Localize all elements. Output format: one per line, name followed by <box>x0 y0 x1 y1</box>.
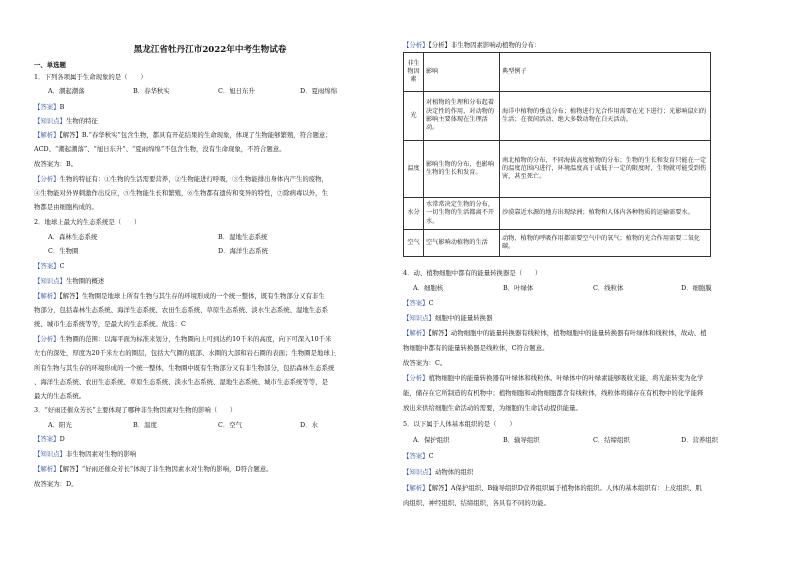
q2-analysis-1: 【解析】【解答】生物圈是地球上所有生物与其生存的环境形成的一个统一整体，既有生物部分又有非生 <box>34 292 325 300</box>
q3-option-d: D．水 <box>300 421 318 429</box>
q2-option-d: D．海洋生态系统 <box>218 247 268 255</box>
q1-analysis-1: 【解析】【解答】B.“春华秋实”包含生物，都具有开花结果的生命现象，体现了生物能够繁殖，符合题意； <box>34 131 332 139</box>
q2-knowledge: 【知识点】生物圈的概述 <box>34 277 105 285</box>
q1-fenxi-3: 物都是由细胞构成的。 <box>34 203 98 211</box>
q2-fenxi-1: 【分析】生物圈的范围：以海平面为标准来划分，生物圈向上可到达约10千米的高度，向下可深入10千米 <box>34 335 332 343</box>
q5-answer: 【答案】C <box>403 452 434 460</box>
q1-fenxi-1: 【分析】生物的特征有：①生物的生活需要营养，②生物能进行呼吸，③生物能排出身体内产生的废物， <box>34 175 328 183</box>
q1-answer-value: B <box>59 103 65 111</box>
q1-analysis-2: ACD、“潮起潮落”、“旭日东升”、“夏雨绵绵”不包含生物，没有生命现象，不符合题意。 <box>34 145 286 153</box>
q5-stem: 5．以下属于人体基本组织的是（ ） <box>403 420 516 428</box>
q3-analysis-1: 【解析】【解答】“好雨还催众芳长”体现了非生物因素水对生物的影响，D符合题意。 <box>34 465 273 473</box>
q4-fenxi-3: 放出来供给细胞生命活动的需要，为细胞的生命活动提供能量。 <box>403 404 582 412</box>
q5-option-a: A．保护组织 <box>413 436 450 444</box>
q2-fenxi-5: 最大的生态系统。 <box>34 392 86 400</box>
q2-stem: 2．地球上最大的生态系统是（ ） <box>34 218 141 226</box>
analysis-tag: 【解析】 <box>34 131 60 139</box>
q1-option-b: B．春华秋实 <box>133 87 170 95</box>
q5-analysis-2: 肉组织、神经组织、结缔组织，各具有不同的功能。 <box>403 499 550 507</box>
q1-analysis-3: 故答案为：B。 <box>34 160 78 168</box>
page-title: 黑龙江省牡丹江市2022年中考生物试卷 <box>133 45 287 55</box>
header-example: 典型例子 <box>500 53 711 92</box>
q5-option-c: C．结缔组织 <box>593 436 630 444</box>
q4-answer: 【答案】C <box>403 299 434 307</box>
q4-option-c: C．线粒体 <box>593 284 624 292</box>
q2-fenxi-4: 、海洋生态系统、农田生态系统、草原生态系统、淡水生态系统、湿地生态系统、城市生态系统等等，是 <box>34 378 328 386</box>
table-row: 空气 空气影响动植物的生活 动物、植物的呼吸作用都需要空气中的氧气；植物的光合作用需要二氧化碳。 <box>404 230 711 257</box>
table-row: 光 对植物的生理和分布起着决定性的作用，对动物的影响主要体现在生理活动。 海洋中植物的垂直分布；植物进行光合作用需要在光下进行；光影响鼠妇的生活；在夜间活动、绝大多数动物在白天活动。 <box>404 92 711 141</box>
q2-option-c: C．生物圈 <box>48 247 79 255</box>
header-effect: 影响 <box>424 53 500 92</box>
q3-option-c: C．空气 <box>218 421 243 429</box>
q3-option-a: A．阳光 <box>48 421 72 429</box>
q1-option-c: C．旭日东升 <box>218 87 255 95</box>
q1-stem: 1．下列各项属于生命现象的是（ ） <box>34 73 147 81</box>
q3-option-b: B．温度 <box>133 421 157 429</box>
q5-analysis-1: 【解析】【解答】A保护组织、B输导组织D营养组织属于植物体的组织。人体的基本组织有：上皮组织、肌 <box>403 484 702 492</box>
q1-knowledge <box>34 117 98 125</box>
q2-analysis-2: 物部分，包括森林生态系统、海洋生态系统、农田生态系统、草原生态系统、淡水生态系统、湿地生态系 <box>34 306 328 314</box>
q5-knowledge: 【知识点】动物体的组织 <box>403 468 474 476</box>
q4-option-d: D．细胞膜 <box>681 284 712 292</box>
q1-knowledge-value: 生物的特征 <box>65 117 98 125</box>
table-header-row <box>404 53 711 92</box>
q2-option-a: A．森林生态系统 <box>48 233 98 241</box>
q1-answer <box>34 103 64 111</box>
section-heading: 一、单选题 <box>34 61 66 69</box>
q2-analysis-3: 统、城市生态系统等等，是最大的生态系统。故选：C <box>34 320 186 328</box>
fenxi-tag: 【分析】 <box>34 175 60 183</box>
q2-fenxi-2: 左右的深处，厚度为20千米左右的圈层，包括大气圈的底部、水圈的大部和岩石圈的表面；生物圈是地球上 <box>34 349 337 357</box>
q3-analysis-2: 故答案为：D。 <box>34 480 78 488</box>
q3-stem: 3．“好雨还催众芳长”主要体现了哪种非生物因素对生物的影响（ ） <box>34 406 237 414</box>
factor-table <box>403 52 711 257</box>
table-row: 温度 影响生物的分布，也影响生物的生长和发育。 南北植物的分布，不同海拔高度植物的分布；生物的生长和发育只能在一定的温度范围内进行，环境温度高于或低于一定的限度时，生物就可能受到伤害，甚至死亡。 <box>404 141 711 198</box>
q4-stem: 4．动、植物细胞中都有的能量转换器是（ ） <box>403 269 542 277</box>
q4-fenxi-2: 能，储存在它所制造的有机物中；植物细胞和动物细胞都含有线粒体，线粒体将储存在有机物中的化学能释 <box>403 389 704 397</box>
q5-option-b: B．输导组织 <box>503 436 540 444</box>
q4-fenxi-1: 【分析】植物细胞中的能量转换器有叶绿体和线粒体。叶绿体中的叶绿素能够吸收光能，将光能转变为化学 <box>403 374 704 382</box>
q1-fenxi-2: ④生物能对外界刺激作出反应，⑤生物能生长和繁殖，⑥生物都有遗传和变异的特性，⑦除病毒以外，生 <box>34 189 328 197</box>
answer-tag: 【答案】 <box>34 103 60 111</box>
table-intro: 【分析】【分析】非生物因素影响动植物的分布： <box>403 41 541 49</box>
q4-analysis-3: 故答案为：C。 <box>403 359 447 367</box>
q4-option-b: B．叶绿体 <box>503 284 534 292</box>
q2-fenxi-3: 所有生物与其生存的环境形成的一个统一整体，生物圈中既有生物部分又有非生物部分，包括森林生态系统 <box>34 364 335 372</box>
header-factor: 非生物因素 <box>404 53 424 92</box>
q4-option-a: A．细胞核 <box>413 284 444 292</box>
q5-option-d: D．营养组织 <box>681 436 719 444</box>
q2-option-b: B．湿地生态系统 <box>218 233 268 241</box>
table-row: 水分 水常常决定生物的分布，一切生物的生活都离不开水。 沙漠靠近水源的地方出现绿洲；植物和人体内各种物质的运输需要水。 <box>404 198 711 230</box>
q2-answer: 【答案】C <box>34 262 65 270</box>
q4-analysis-2: 物细胞中都有的能量转换器是线粒体，C符合题意。 <box>403 344 549 352</box>
q1-option-a: A．潮起潮落 <box>48 87 85 95</box>
q1-option-d: D．夏雨绵绵 <box>300 87 338 95</box>
q3-knowledge: 【知识点】非生物因素对生物的影响 <box>34 450 137 458</box>
q3-answer: 【答案】D <box>34 435 65 443</box>
q4-knowledge: 【知识点】细胞中的能量转换器 <box>403 314 493 322</box>
q4-analysis-1: 【解析】【解答】动物细胞中的能量转换器有线粒体，植物细胞中的能量转换器有叶绿体和线粒体，故动、植 <box>403 329 707 337</box>
knowledge-tag: 【知识点】 <box>34 117 66 125</box>
